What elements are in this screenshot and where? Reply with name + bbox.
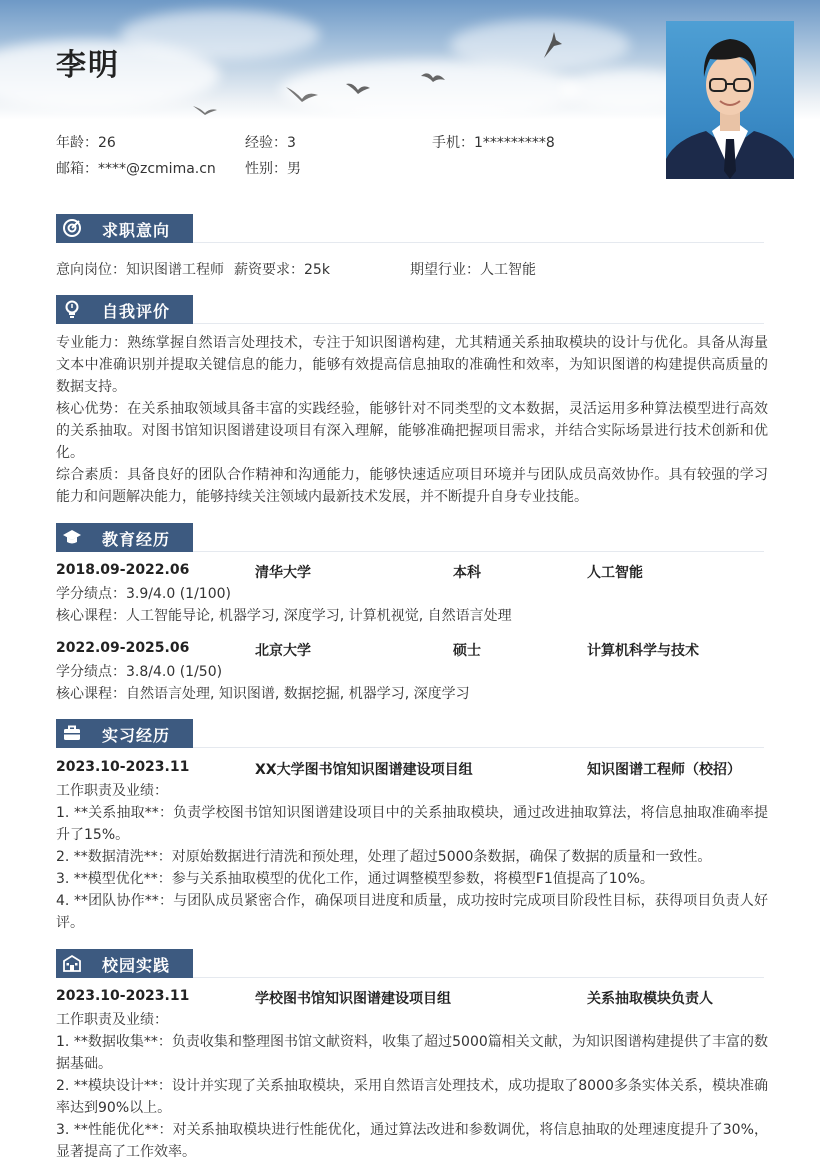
edu-period: 2022.09-2025.06: [56, 640, 190, 656]
school-building-icon: [62, 953, 82, 973]
section-header-education: [56, 523, 193, 552]
section-header-internship: [56, 719, 193, 748]
edu-gpa: 学分绩点：3.8/4.0 (1/50): [56, 664, 223, 680]
bird-decoration: [345, 80, 371, 96]
info-age: 年龄：26: [56, 135, 116, 151]
bird-decoration: [540, 30, 566, 60]
campus-item: 3. **性能优化**：对关系抽取模块进行性能优化，通过算法改进和参数调优，将信息抽取的处理速度提升了30%，显著提高了工作效率。: [56, 1122, 768, 1160]
self-eval-advantage: 核心优势：在关系抽取领域具备丰富的实践经验，能够针对不同类型的文本数据，灵活运用多种算法模型进行高效的关系抽取。对图书馆知识图谱建设项目有深入理解，能够准确把握项目需求，并结合实际场景进行技术创新和优化。: [56, 401, 768, 461]
intent-salary: 薪资要求：25k: [234, 262, 330, 278]
intern-item: 4. **团队协作**：与团队成员紧密合作，确保项目进度和质量，成功按时完成项目阶段性目标，获得项目负责人好评。: [56, 893, 768, 931]
edu-degree: 硕士: [453, 643, 481, 659]
info-gender: 性别：男: [245, 161, 301, 177]
target-icon: [62, 218, 82, 238]
campus-period: 2023.10-2023.11: [56, 988, 190, 1004]
intern-period: 2023.10-2023.11: [56, 759, 190, 775]
info-experience: 经验：3: [245, 135, 296, 151]
section-title: 校园实践: [102, 956, 171, 975]
bird-decoration: [285, 85, 319, 103]
edu-gpa: 学分绩点：3.9/4.0 (1/100): [56, 586, 231, 602]
campus-duty-label: 工作职责及业绩：: [56, 1012, 168, 1028]
edu-degree: 本科: [453, 565, 481, 581]
campus-org: 学校图书馆知识图谱建设项目组: [255, 991, 451, 1007]
divider: [193, 242, 764, 243]
intern-item: 3. **模型优化**：参与关系抽取模型的优化工作，通过调整模型参数，将模型F1值提高了10%。: [56, 871, 654, 887]
lightbulb-icon: [62, 299, 82, 319]
candidate-name: 李明: [56, 48, 120, 83]
self-eval-quality: 综合素质：具备良好的团队合作精神和沟通能力，能够快速适应项目环境并与团队成员高效协作。具有较强的学习能力和问题解决能力，能够持续关注领域内最新技术发展，并不断提升自身专业技能。: [56, 467, 768, 505]
bird-decoration: [420, 70, 446, 84]
divider: [193, 551, 764, 552]
divider: [193, 977, 764, 978]
bird-decoration: [192, 104, 218, 116]
intern-org: XX大学图书馆知识图谱建设项目组: [255, 762, 473, 778]
divider: [193, 323, 764, 324]
intern-item: 2. **数据清洗**：对原始数据进行清洗和预处理，处理了超过5000条数据，确保了数据的质量和一致性。: [56, 849, 712, 865]
briefcase-icon: [62, 723, 82, 743]
intent-industry: 期望行业：人工智能: [410, 262, 536, 278]
edu-period: 2018.09-2022.06: [56, 562, 190, 578]
section-header-self-eval: [56, 295, 193, 324]
intern-role: 知识图谱工程师（校招）: [587, 762, 741, 778]
edu-major: 计算机科学与技术: [587, 643, 699, 659]
section-header-campus: [56, 949, 193, 978]
intern-duty-label: 工作职责及业绩：: [56, 783, 168, 799]
self-eval-professional: 专业能力：熟练掌握自然语言处理技术，专注于知识图谱构建，尤其精通关系抽取模块的设计与优化。具备从海量文本中准确识别并提取关键信息的能力，能够有效提高信息抽取的准确性和效率，为知识图谱的构建提供高质量的数据支持。: [56, 335, 768, 395]
section-title: 求职意向: [102, 221, 171, 240]
info-phone: 手机：1*********8: [432, 135, 555, 151]
campus-item: 2. **模块设计**：设计并实现了关系抽取模块，采用自然语言处理技术，成功提取了8000多条实体关系，模块准确率达到90%以上。: [56, 1078, 768, 1116]
campus-item: 1. **数据收集**：负责收集和整理图书馆文献资料，收集了超过5000篇相关文献，为知识图谱构建提供了丰富的数据基础。: [56, 1034, 768, 1072]
section-title: 教育经历: [102, 530, 171, 549]
edu-school: 北京大学: [255, 643, 311, 659]
edu-courses: 核心课程：人工智能导论, 机器学习, 深度学习, 计算机视觉, 自然语言处理: [56, 608, 512, 624]
divider: [193, 747, 764, 748]
info-email: 邮箱：****@zcmima.cn: [56, 161, 216, 177]
section-header-intent: [56, 214, 193, 243]
profile-photo: [666, 21, 794, 179]
graduation-cap-icon: [62, 527, 82, 547]
section-title: 自我评价: [102, 302, 171, 321]
intent-position: 意向岗位：知识图谱工程师: [56, 262, 224, 278]
campus-role: 关系抽取模块负责人: [587, 991, 713, 1007]
intern-item: 1. **关系抽取**：负责学校图书馆知识图谱建设项目中的关系抽取模块，通过改进抽取算法，将信息抽取准确率提升了15%。: [56, 805, 768, 843]
edu-courses: 核心课程：自然语言处理, 知识图谱, 数据挖掘, 机器学习, 深度学习: [56, 686, 470, 702]
section-title: 实习经历: [102, 726, 171, 745]
edu-major: 人工智能: [587, 565, 643, 581]
edu-school: 清华大学: [255, 565, 311, 581]
